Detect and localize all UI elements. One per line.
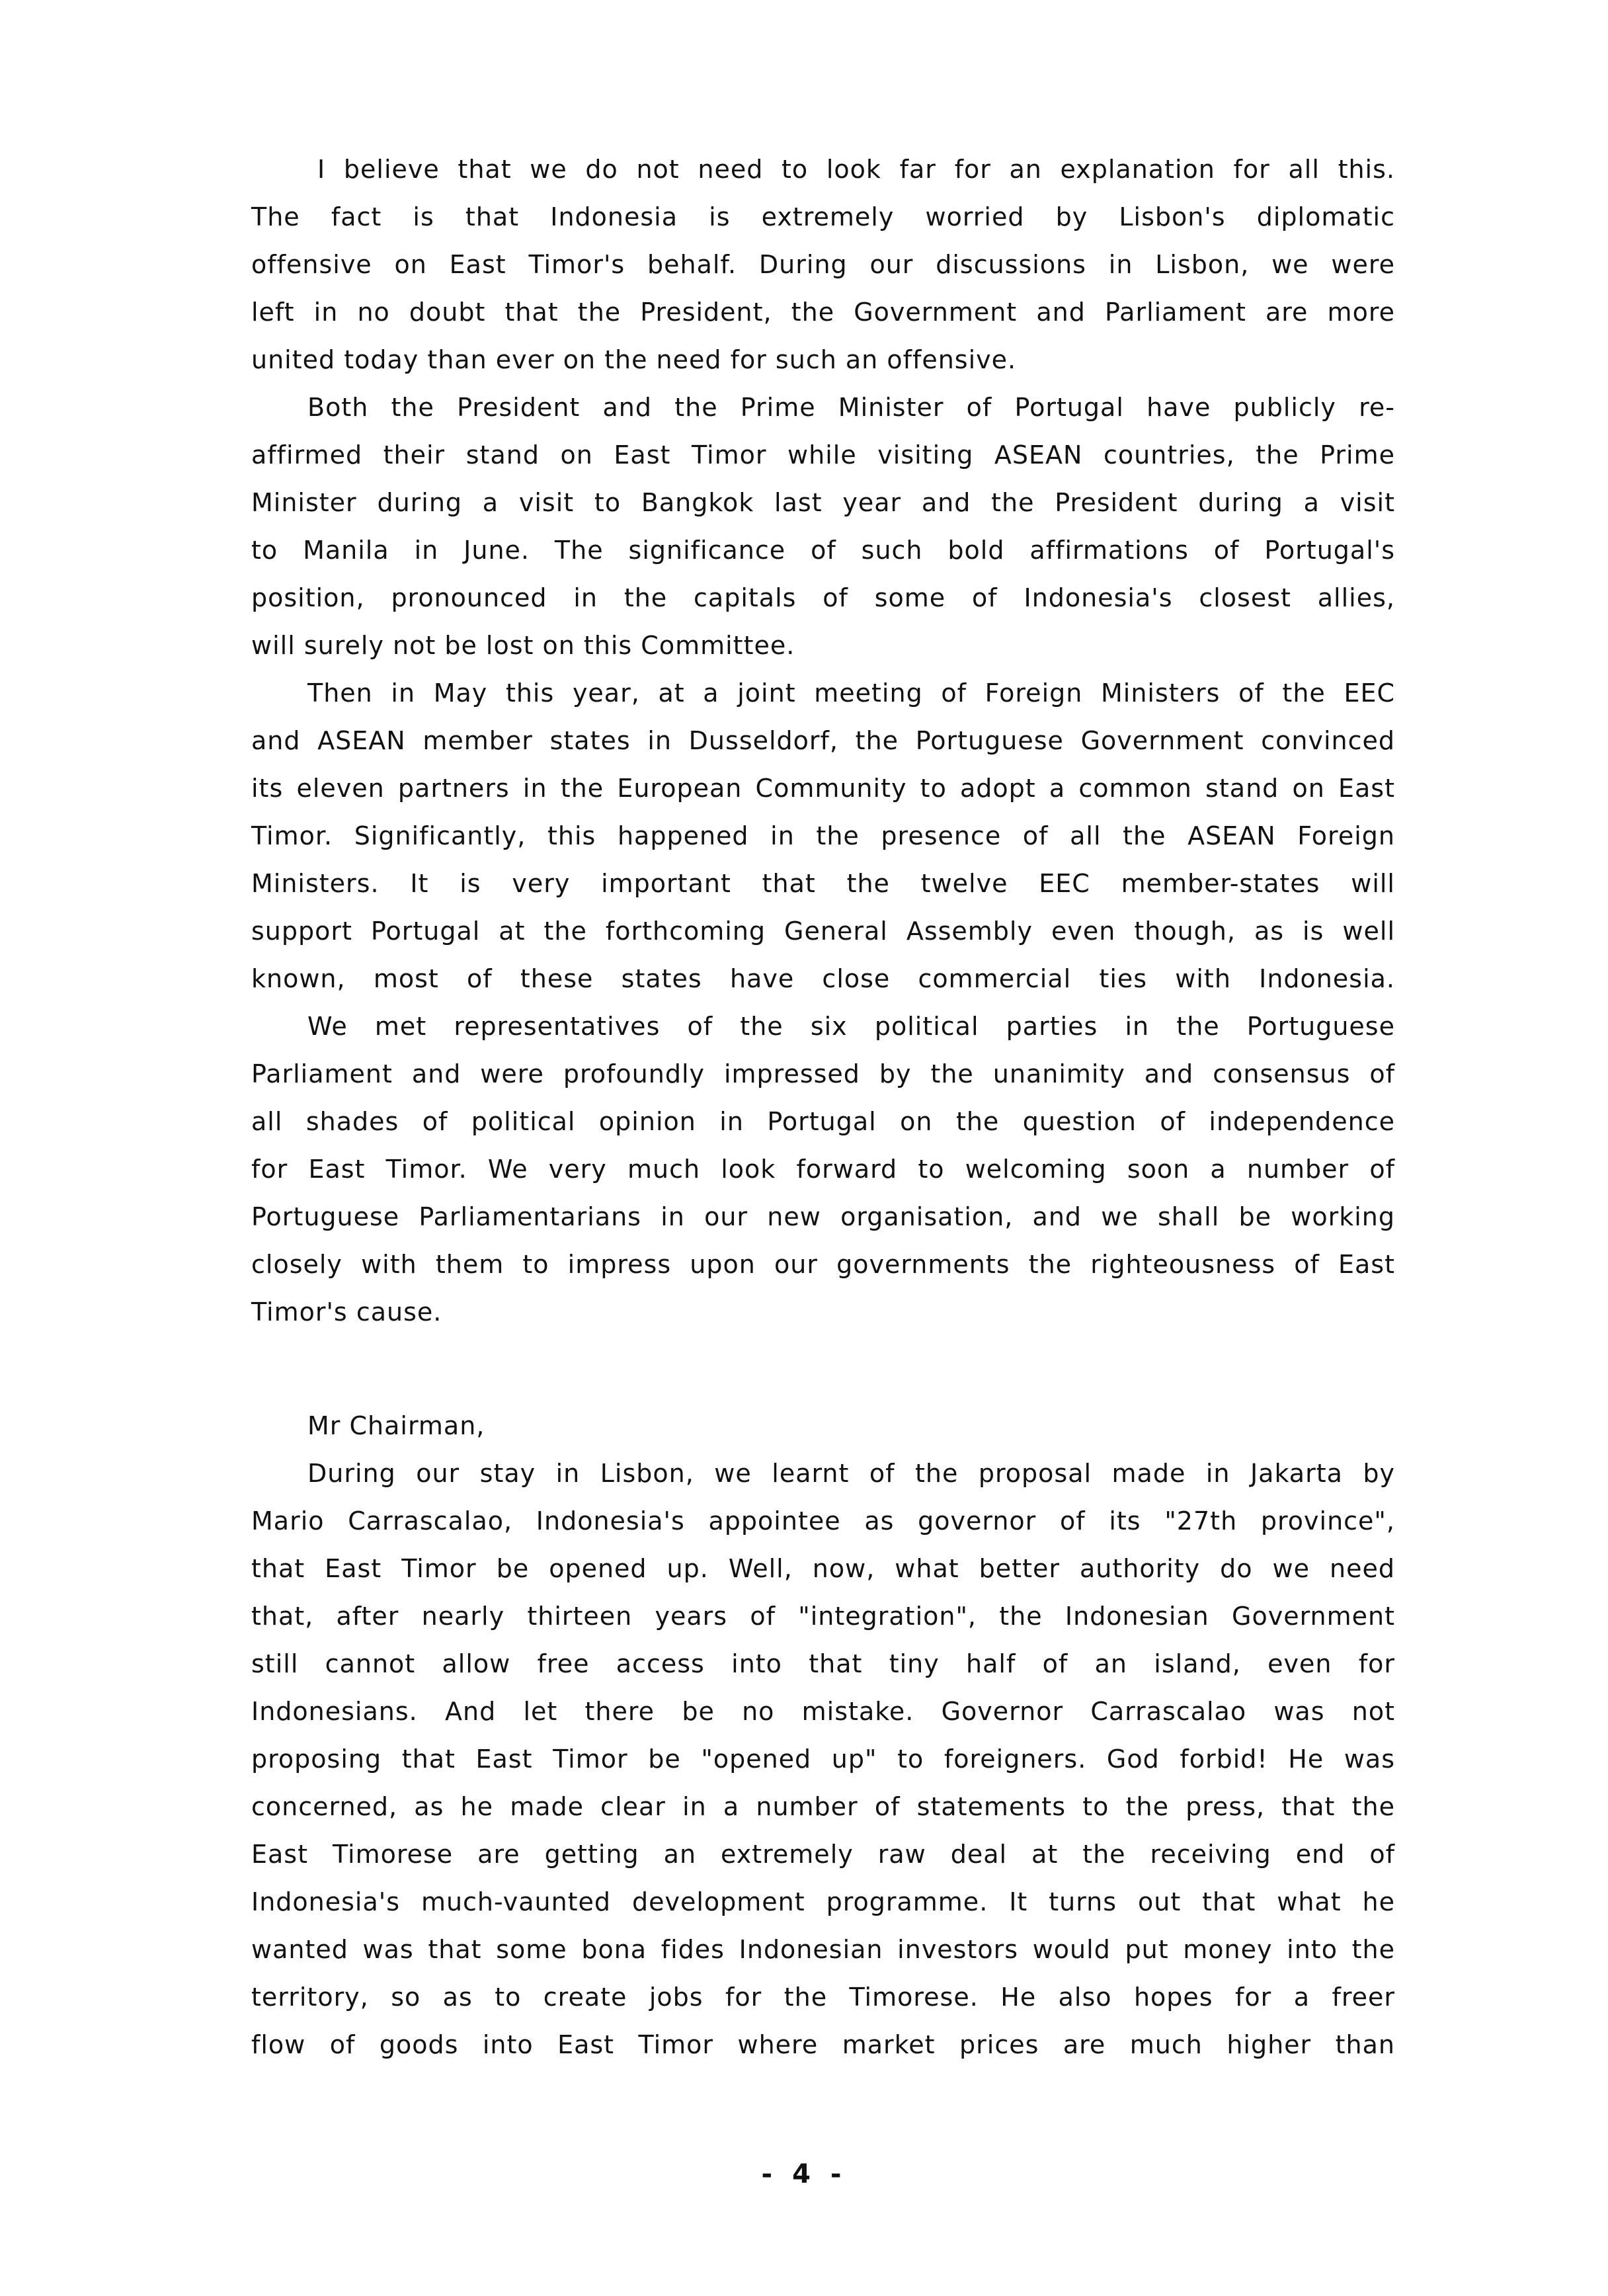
text-line: to Manila in June. The significance of such bold affirmations of Portugal's <box>251 536 1395 565</box>
text-line: proposing that East Timor be "opened up" to foreigners. God forbid! He was <box>251 1744 1395 1774</box>
text-line: affirmed their stand on East Timor while visiting ASEAN countries, the Prime <box>251 440 1395 470</box>
text-line: Indonesia's much-vaunted development programme. It turns out that what he <box>251 1887 1395 1916</box>
text-line: wanted was that some bona fides Indonesian investors would put money into the <box>251 1935 1395 1964</box>
text-line: I believe that we do not need to look far for an explanation for all this. <box>317 155 1395 184</box>
text-line: known, most of these states have close commercial ties with Indonesia. <box>251 964 1395 993</box>
text-line: support Portugal at the forthcoming General Assembly even though, as is well <box>251 917 1395 946</box>
text-line: its eleven partners in the European Community to adopt a common stand on East <box>251 774 1395 803</box>
text-line: concerned, as he made clear in a number of statements to the press, that the <box>251 1792 1395 1821</box>
text-line: and ASEAN member states in Dusseldorf, the Portuguese Government convinced <box>251 726 1395 755</box>
text-line: left in no doubt that the President, the Government and Parliament are more <box>251 298 1395 327</box>
text-line: will surely not be lost on this Committee. <box>251 631 795 660</box>
text-line: closely with them to impress upon our governments the righteousness of East <box>251 1250 1395 1279</box>
text-line: flow of goods into East Timor where market prices are much higher than <box>251 2030 1395 2059</box>
text-line: Timor. Significantly, this happened in the presence of all the ASEAN Foreign <box>251 821 1395 850</box>
text-line: all shades of political opinion in Portugal on the question of independence <box>251 1107 1395 1136</box>
text-line: We met representatives of the six political parties in the Portuguese <box>307 1012 1395 1041</box>
text-line: Parliament and were profoundly impressed by the unanimity and consensus of <box>251 1059 1395 1088</box>
text-line: Then in May this year, at a joint meeting of Foreign Ministers of the EEC <box>307 678 1395 708</box>
text-line: that, after nearly thirteen years of "integration", the Indonesian Government <box>251 1602 1395 1631</box>
text-line: united today than ever on the need for such an offensive. <box>251 345 1017 374</box>
text-line: Minister during a visit to Bangkok last year and the President during a visit <box>251 488 1395 517</box>
salutation: Mr Chairman, <box>307 1411 485 1440</box>
text-line: for East Timor. We very much look forward to welcoming soon a number of <box>251 1155 1395 1184</box>
text-line: offensive on East Timor's behalf. During our discussions in Lisbon, we were <box>251 250 1395 279</box>
text-line: Indonesians. And let there be no mistake. Governor Carrascalao was not <box>251 1697 1395 1726</box>
text-line: Timor's cause. <box>251 1297 442 1327</box>
text-line: position, pronounced in the capitals of some of Indonesia's closest allies, <box>251 583 1395 612</box>
page-number: - 4 - <box>761 2159 847 2190</box>
text-line: Portuguese Parliamentarians in our new organisation, and we shall be working <box>251 1202 1395 1231</box>
text-line: that East Timor be opened up. Well, now, what better authority do we need <box>251 1554 1395 1583</box>
text-line: territory, so as to create jobs for the Timorese. He also hopes for a freer <box>251 1983 1395 2012</box>
text-line: East Timorese are getting an extremely raw deal at the receiving end of <box>251 1840 1395 1869</box>
text-line: The fact is that Indonesia is extremely worried by Lisbon's diplomatic <box>251 202 1395 231</box>
text-line: Ministers. It is very important that the twelve EEC member-states will <box>251 869 1395 898</box>
text-line: Mario Carrascalao, Indonesia's appointee as governor of its "27th province", <box>251 1506 1395 1536</box>
text-line: still cannot allow free access into that tiny half of an island, even for <box>251 1649 1395 1678</box>
text-line: During our stay in Lisbon, we learnt of the proposal made in Jakarta by <box>307 1459 1395 1488</box>
text-line: Both the President and the Prime Minister of Portugal have publicly re- <box>307 393 1395 422</box>
